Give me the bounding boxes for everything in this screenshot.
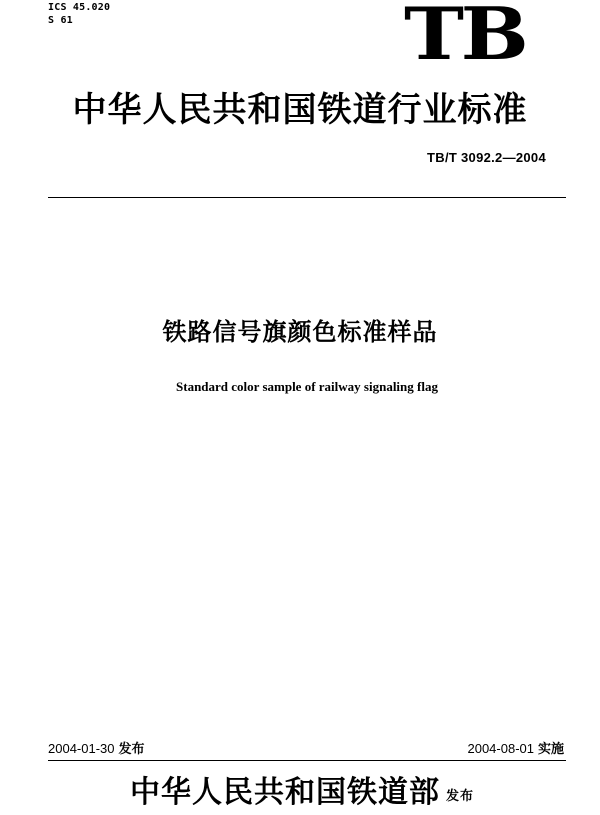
issuer-title: 中华人民共和国铁道行业标准	[72, 90, 528, 130]
implementation-date-label: 实施	[537, 741, 564, 756]
footer-divider	[48, 760, 566, 761]
document-title-chinese: 铁路信号旗颜色标准样品	[162, 318, 438, 346]
header-divider	[48, 197, 566, 198]
ccs-code: S 61	[48, 15, 73, 26]
ics-code: ICS 45.020	[48, 2, 111, 13]
issue-date-value: 2004-01-30	[48, 741, 115, 756]
standard-number: TB/T 3092.2—2004	[427, 150, 546, 165]
document-title-english: Standard color sample of railway signaling flag	[176, 379, 438, 394]
publisher-suffix: 发布	[446, 789, 475, 804]
issue-date	[48, 741, 145, 757]
implementation-date	[467, 741, 564, 757]
tb-logo: TB	[404, 0, 526, 76]
issue-date-label: 发布	[118, 741, 145, 756]
publisher	[130, 775, 474, 815]
implementation-date-value: 2004-08-01	[467, 741, 534, 756]
publisher-name: 中华人民共和国铁道部	[130, 775, 440, 810]
